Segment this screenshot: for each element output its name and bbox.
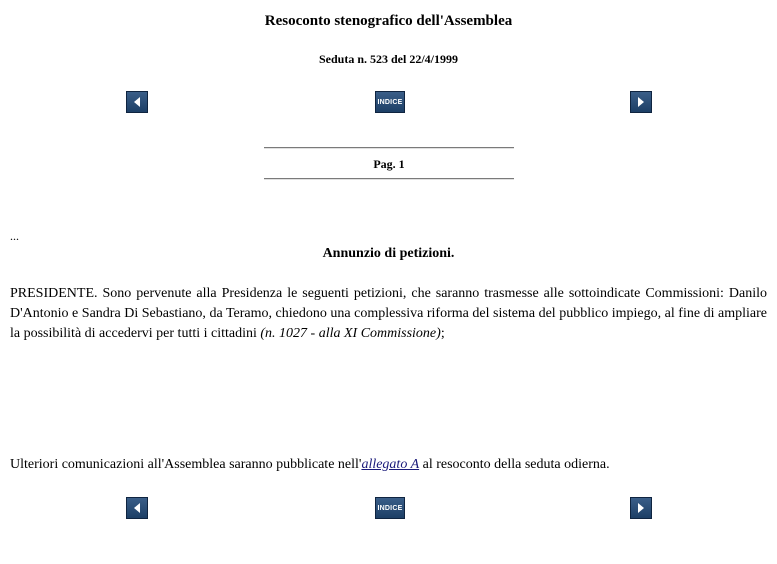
paragraph-end: ;	[440, 326, 445, 341]
index-button[interactable]: INDICE	[375, 91, 405, 113]
page-title: Resoconto stenografico dell'Assemblea	[264, 13, 513, 29]
arrow-right-icon	[636, 96, 646, 108]
section-title: Annunzio di petizioni.	[322, 246, 455, 261]
index-button-bottom[interactable]: INDICE	[375, 497, 405, 519]
previous-page-button[interactable]	[126, 91, 148, 113]
divider-bottom	[264, 178, 514, 180]
footer-text-before: Ulteriori comunicazioni all'Assemblea saranno pubblicate nell'	[10, 457, 362, 472]
ellipsis-text: ...	[10, 229, 19, 243]
arrow-left-icon	[132, 502, 142, 514]
next-page-button-bottom[interactable]	[630, 497, 652, 519]
allegato-a-link[interactable]: allegato A	[361, 457, 420, 472]
previous-page-button-bottom[interactable]	[126, 497, 148, 519]
divider-top	[264, 147, 514, 149]
footer-text-after: al resoconto della seduta odierna.	[419, 457, 610, 472]
paragraph-body: PRESIDENTE. Sono pervenute alla Presidenza le seguenti petizioni, che saranno trasmesse alle sottoindicate Commissioni: Danilo D'Antonio e Sandra Di Sebastiano, da Teramo, chiedono una complessiva riforma del sistema del pubblico impiego, al fine di ampliare la possibilità di accedervi per tutti i cittadini	[10, 286, 767, 341]
petition-paragraph	[10, 284, 767, 344]
next-page-button[interactable]	[630, 91, 652, 113]
session-subtitle: Seduta n. 523 del 22/4/1999	[318, 52, 459, 66]
paragraph-reference: (n. 1027 - alla XI Commissione)	[260, 326, 441, 341]
page-number: Pag. 1	[373, 157, 405, 171]
arrow-right-icon	[636, 502, 646, 514]
arrow-left-icon	[132, 96, 142, 108]
footer-paragraph	[10, 455, 767, 475]
